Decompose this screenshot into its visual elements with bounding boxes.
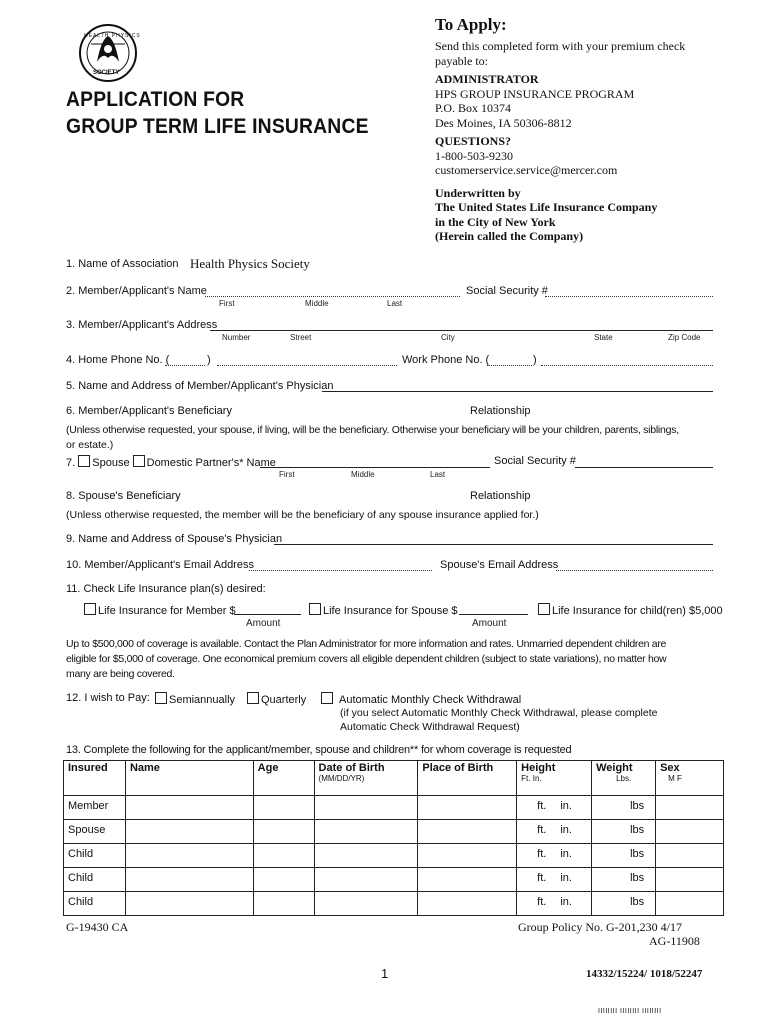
to-apply-block [435,14,755,244]
zip-sub: Zip Code [668,333,701,342]
row-dob-cell[interactable] [314,796,418,820]
row-name-cell[interactable] [125,796,253,820]
spouse-ssn-label: Social Security # [494,455,576,467]
coverage-line2: eligible for $5,000 of coverage. One economical premium covers all eligible dependent children (subject to state variations), no matter how [66,653,667,665]
work-phone-label: Work Phone No. ( [402,354,490,366]
header-dob [314,761,418,796]
header-pob: Place of Birth [418,761,517,796]
underwriter-city: in the City of New York [435,214,556,229]
q12-label: 12. I wish to Pay: [66,692,150,704]
automatic-note-line2: Automatic Check Withdrawal Request) [340,721,520,733]
q2-label: 2. Member/Applicant's Name [66,285,207,297]
in-unit: in. [560,848,572,860]
header-dob-label: Date of Birth [318,762,385,774]
page-number: 1 [381,966,389,981]
member-plan-checkbox[interactable] [84,603,96,615]
underwritten-by: Underwritten by [435,185,521,200]
spouse-plan-label: Life Insurance for Spouse $ [323,605,458,617]
home-phone-field[interactable] [217,365,397,366]
in-unit: in. [560,824,572,836]
number-sub: Number [222,333,251,342]
header-sex-label: Sex [660,762,680,774]
header-height-sub: Ft. In. [521,774,542,783]
spouse-amount-field[interactable] [459,614,528,615]
q8-label: 8. Spouse's Beneficiary [66,490,181,502]
row-sex-cell[interactable] [656,868,724,892]
row-insured-label: Child [64,844,126,868]
child-plan-label: Life Insurance for child(ren) $5,000 [552,605,723,617]
row-weight-cell[interactable] [592,844,656,868]
coverage-line1: Up to $500,000 of coverage is available. Contact the Plan Administrator for more information and rates. Unmarried dependent children are [66,638,667,650]
row-height-cell[interactable] [517,844,592,868]
row-name-cell[interactable] [125,892,253,916]
domestic-partner-checkbox[interactable] [133,455,145,467]
row-dob-cell[interactable] [314,820,418,844]
quarterly-checkbox[interactable] [247,692,259,704]
spouse-plan-option [309,603,458,617]
automatic-note-line1: (if you select Automatic Monthly Check Withdrawal, please complete [340,707,658,719]
q1-label: 1. Name of Association [66,258,179,270]
spouse-last-sub: Last [430,470,446,479]
header-weight-sub: Lbs. [616,774,632,783]
q6-note-line2: or estate.) [66,439,114,451]
q4-label: 4. Home Phone No. ( [66,354,170,366]
in-unit: in. [560,896,572,908]
row-age-cell[interactable] [253,796,314,820]
row-height-cell[interactable] [517,796,592,820]
header-age: Age [253,761,314,796]
q6-note-line1: (Unless otherwise requested, your spouse, if living, will be the beneficiary. Otherwise your beneficiary will be your children, parents, siblings, [66,424,679,436]
header-sex [656,761,724,796]
lbs-unit: lbs [630,800,645,812]
questions-label: QUESTIONS? [435,134,512,148]
tracking-codes: 14332/15224/ 1018/52247 [586,968,703,980]
row-insured-label: Member [64,796,126,820]
header-name: Name [125,761,253,796]
spouse-physician-field[interactable] [274,544,713,545]
q4-paren: ) [207,354,211,366]
questions-phone: 1-800-503-9230 [435,148,513,163]
table-row [64,868,724,892]
administrator-label: ADMINISTRATOR [435,72,539,86]
street-sub: Street [290,333,312,342]
row-age-cell[interactable] [253,892,314,916]
q7-number: 7. [66,457,76,469]
semiannually-checkbox[interactable] [155,692,167,704]
spouse-email-field[interactable] [556,570,713,571]
row-name-cell[interactable] [125,844,253,868]
group-policy-number: Group Policy No. G-201,230 4/17 [518,920,682,934]
work-area-code-field[interactable] [487,365,532,366]
member-physician-field[interactable] [322,391,713,392]
member-name-field[interactable] [205,296,460,297]
first-sub: First [219,299,235,308]
member-email-field[interactable] [249,570,432,571]
quarterly-label: Quarterly [261,694,307,706]
row-dob-cell[interactable] [314,892,418,916]
q7-label [66,455,276,469]
q8-note: (Unless otherwise requested, the member will be the beneficiary of any spouse insurance applied for.) [66,509,539,521]
automatic-option [321,692,521,706]
spouse-first-sub: First [279,470,295,479]
city-sub: City [441,333,455,342]
header-height [517,761,592,796]
row-name-cell[interactable] [125,820,253,844]
state-sub: State [594,333,613,342]
row-sex-cell[interactable] [656,820,724,844]
header-height-label: Height [521,762,556,774]
coverage-paragraph [66,637,726,682]
member-address-field[interactable] [210,330,713,331]
table-row [64,796,724,820]
semiannually-label: Semiannually [169,694,236,706]
row-pob-cell[interactable] [418,892,517,916]
lbs-unit: lbs [630,824,645,836]
row-name-cell[interactable] [125,868,253,892]
row-sex-cell[interactable] [656,892,724,916]
city-state-zip: Des Moines, IA 50306-8812 [435,115,572,130]
header-insured: Insured [64,761,126,796]
work-paren: ) [533,354,537,366]
ssn-label: Social Security # [466,285,548,297]
spouse-checkbox[interactable] [78,455,90,467]
q13-label: 13. Complete the following for the applicant/member, spouse and children** for whom coverage is requested [66,744,572,756]
lbs-unit: lbs [630,896,645,908]
questions-email: customerservice.service@mercer.com [435,163,618,177]
ag-number: AG-11908 [649,934,700,948]
association-name-value[interactable]: Health Physics Society [190,256,310,271]
row-weight-cell[interactable] [592,796,656,820]
row-dob-cell[interactable] [314,844,418,868]
row-weight-cell[interactable] [592,892,656,916]
home-area-code-field[interactable] [165,365,205,366]
member-ssn-field[interactable] [545,296,713,297]
table-row [64,892,724,916]
ft-unit: ft. [537,896,547,908]
child-plan-checkbox[interactable] [538,603,550,615]
work-phone-field[interactable] [541,365,713,366]
header-weight [592,761,656,796]
ft-unit: ft. [537,872,547,884]
spouse-middle-sub: Middle [351,470,375,479]
coverage-line3: many are being covered. [66,668,175,680]
header-dob-sub: (MM/DD/YR) [318,774,365,783]
in-unit: in. [560,800,572,812]
row-pob-cell[interactable] [418,844,517,868]
insured-table [63,760,724,916]
row-age-cell[interactable] [253,820,314,844]
page-title-line2: GROUP TERM LIFE INSURANCE [66,115,369,138]
member-amount-field[interactable] [234,614,301,615]
q10-label: 10. Member/Applicant's Email Address [66,559,254,571]
row-height-cell[interactable] [517,892,592,916]
child-plan-option [538,603,723,617]
member-plan-option [84,603,236,617]
semiannual-option [155,692,235,706]
quarterly-option [247,692,306,706]
underwriter-name: The United States Life Insurance Company [435,200,658,214]
table-row [64,820,724,844]
lbs-unit: lbs [630,848,645,860]
logo-top-text: HEALTH PHYSICS [84,33,141,39]
q5-label: 5. Name and Address of Member/Applicant's Physician [66,380,334,392]
automatic-checkbox[interactable] [321,692,333,704]
spouse-option-label: Spouse [92,457,130,469]
table-row [64,844,724,868]
lbs-unit: lbs [630,872,645,884]
apply-intro-line1: Send this completed form with your premium check [435,39,686,53]
header-weight-label: Weight [596,762,633,774]
ft-unit: ft. [537,848,547,860]
row-pob-cell[interactable] [418,868,517,892]
row-height-cell[interactable] [517,868,592,892]
program-name: HPS GROUP INSURANCE PROGRAM [435,86,635,101]
spouse-name-field[interactable] [260,467,490,468]
row-pob-cell[interactable] [418,820,517,844]
spouse-amount-sub: Amount [472,618,507,629]
spouse-email-label: Spouse's Email Address [440,559,559,571]
q6-label: 6. Member/Applicant's Beneficiary [66,405,232,417]
page-title-line1: APPLICATION FOR [66,88,245,111]
automatic-label: Automatic Monthly Check Withdrawal [339,694,522,706]
middle-sub: Middle [305,299,329,308]
domestic-partner-label: Domestic Partner's* Name [146,457,276,469]
row-insured-label: Child [64,892,126,916]
q6-relationship-label: Relationship [470,405,531,417]
row-insured-label: Child [64,868,126,892]
spouse-ssn-field[interactable] [575,467,713,468]
row-height-cell[interactable] [517,820,592,844]
row-age-cell[interactable] [253,844,314,868]
ft-unit: ft. [537,800,547,812]
row-weight-cell[interactable] [592,820,656,844]
row-sex-cell[interactable] [656,796,724,820]
in-unit: in. [560,872,572,884]
member-amount-sub: Amount [246,618,281,629]
apply-intro-line2: payable to: [435,53,488,68]
to-apply-heading: To Apply: [435,15,507,34]
q9-label: 9. Name and Address of Spouse's Physician [66,533,283,545]
row-age-cell[interactable] [253,868,314,892]
ft-unit: ft. [537,824,547,836]
underwriter-note: (Herein called the Company) [435,229,584,243]
q3-label: 3. Member/Applicant's Address [66,319,218,331]
row-pob-cell[interactable] [418,796,517,820]
form-number: G-19430 CA [66,920,129,934]
member-plan-label: Life Insurance for Member $ [98,605,236,617]
row-insured-label: Spouse [64,820,126,844]
header-sex-sub: M F [668,774,682,783]
last-sub: Last [387,299,403,308]
barcode-text: IIIIIIII IIIIIIII IIIIIIII [598,1008,662,1015]
po-box: P.O. Box 10374 [435,101,512,115]
row-weight-cell[interactable] [592,868,656,892]
q8-relationship-label: Relationship [470,490,531,502]
logo-bottom-text: SOCIETY [93,70,120,76]
table-header-row [64,761,724,796]
q11-label: 11. Check Life Insurance plan(s) desired: [66,583,266,595]
row-dob-cell[interactable] [314,868,418,892]
row-sex-cell[interactable] [656,844,724,868]
spouse-plan-checkbox[interactable] [309,603,321,615]
